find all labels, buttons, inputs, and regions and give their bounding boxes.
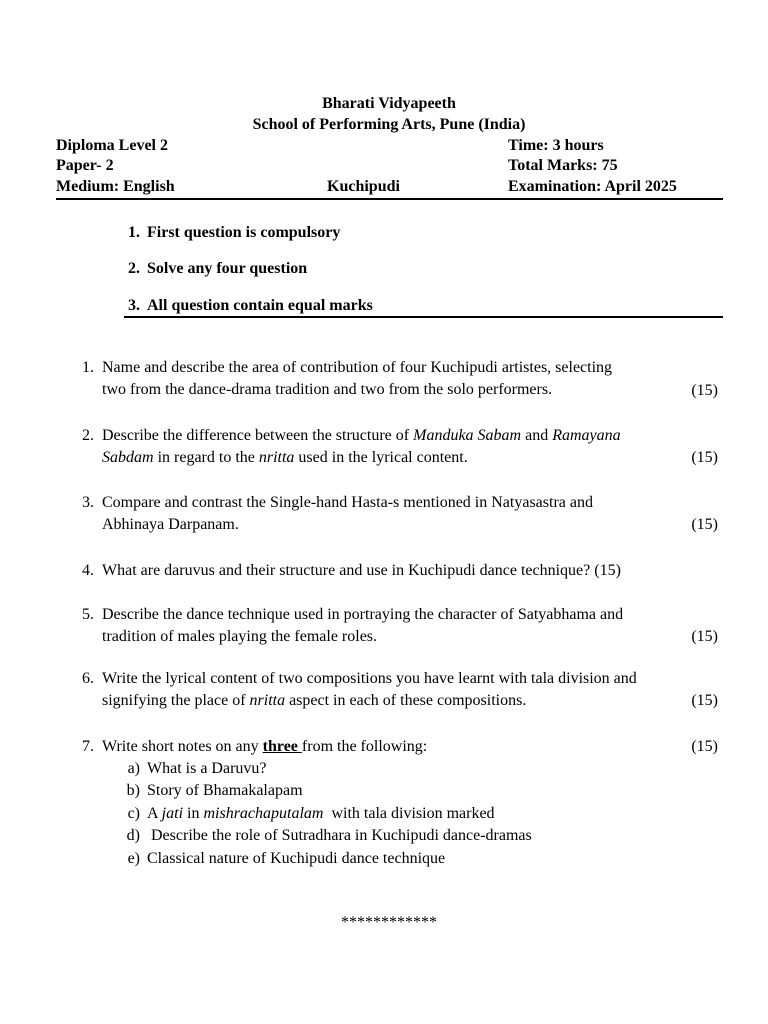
instruction-text: First question is compulsory <box>147 224 341 241</box>
instruction-text: All question contain equal marks <box>147 297 373 314</box>
question-number: 4. <box>82 562 94 579</box>
underlined-word: three <box>262 738 302 755</box>
subject: Kuchipudi <box>327 178 400 195</box>
question-text <box>102 690 526 712</box>
sub-item-text: What is a Daruvu? <box>147 760 267 777</box>
question-text: Describe the dance technique used in portraying the character of Satyabhama and <box>102 606 624 623</box>
text-run: in regard to the <box>153 449 259 466</box>
sub-item-text: Story of Bhamakalapam <box>147 782 303 799</box>
time: Time: 3 hours <box>508 137 604 154</box>
question-text <box>102 736 427 758</box>
sub-item-text: Classical nature of Kuchipudi dance technique <box>147 850 446 867</box>
examination: Examination: April 2025 <box>508 178 677 195</box>
school-name: School of Performing Arts, Pune (India) <box>252 116 526 133</box>
sub-item-letter: a) <box>127 760 140 777</box>
level: Diploma Level 2 <box>56 137 168 154</box>
instructions-rule <box>124 316 723 318</box>
medium: Medium: English <box>56 178 175 195</box>
question-number: 1. <box>82 359 94 376</box>
question-text: two from the dance-drama tradition and two from the solo performers. <box>102 381 553 398</box>
instruction-text: Solve any four question <box>147 260 308 277</box>
question-text: Abhinaya Darpanam. <box>102 516 239 533</box>
text-run: and <box>521 427 553 444</box>
question-marks: (15) <box>691 382 718 399</box>
sub-item-letter: b) <box>126 782 140 799</box>
sub-item-letter: c) <box>127 805 140 822</box>
text-run: A <box>147 805 162 822</box>
text-run: with tala division marked <box>323 805 495 822</box>
question-text <box>102 447 468 469</box>
text-run: from the following: <box>301 738 428 755</box>
question-marks: (15) <box>691 738 718 755</box>
end-marker: ************ <box>341 914 437 931</box>
institution-name: Bharati Vidyapeeth <box>322 95 456 112</box>
header-rule <box>56 198 723 200</box>
text-run: used in the lyrical content. <box>294 449 468 466</box>
question-text: What are daruvus and their structure and use in Kuchipudi dance technique? (15) <box>102 562 621 579</box>
question-number: 7. <box>82 738 94 755</box>
question-text: Name and describe the area of contribution of four Kuchipudi artistes, selecting <box>102 359 613 376</box>
instruction-number: 1. <box>128 224 140 241</box>
sub-item-text: Describe the role of Sutradhara in Kuchipudi dance-dramas <box>147 827 532 844</box>
instruction-number: 3. <box>128 297 140 314</box>
question-text: Write the lyrical content of two compositions you have learnt with tala division and <box>102 670 637 687</box>
sub-item-letter: e) <box>127 850 140 867</box>
text-run: aspect in each of these compositions. <box>285 692 527 709</box>
italic-term: jati <box>161 805 184 822</box>
italic-term: Ramayana <box>552 427 621 444</box>
text-run: signifying the place of <box>102 692 250 709</box>
paper: Paper- 2 <box>56 157 114 174</box>
question-text: tradition of males playing the female roles. <box>102 628 378 645</box>
italic-term: nritta <box>249 692 286 709</box>
question-number: 2. <box>82 427 94 444</box>
question-text <box>102 425 621 447</box>
total-marks: Total Marks: 75 <box>508 157 618 174</box>
question-number: 3. <box>82 494 94 511</box>
question-number: 5. <box>82 606 94 623</box>
question-marks: (15) <box>691 516 718 533</box>
text-run: Write short notes on any <box>102 738 263 755</box>
sub-item-text <box>147 803 495 825</box>
instruction-number: 2. <box>128 260 140 277</box>
question-text: Compare and contrast the Single-hand Hasta-s mentioned in Natyasastra and <box>102 494 593 511</box>
sub-item-letter: d) <box>126 827 140 844</box>
question-marks: (15) <box>691 449 718 466</box>
italic-term: mishrachaputalam <box>203 805 324 822</box>
question-marks: (15) <box>691 628 718 645</box>
text-run: in <box>183 805 204 822</box>
question-marks: (15) <box>691 692 718 709</box>
italic-term: Sabdam <box>102 449 154 466</box>
italic-term: nritta <box>258 449 295 466</box>
italic-term: Manduka Sabam <box>413 427 522 444</box>
text-run: Describe the difference between the structure of <box>102 427 414 444</box>
question-number: 6. <box>82 670 94 687</box>
